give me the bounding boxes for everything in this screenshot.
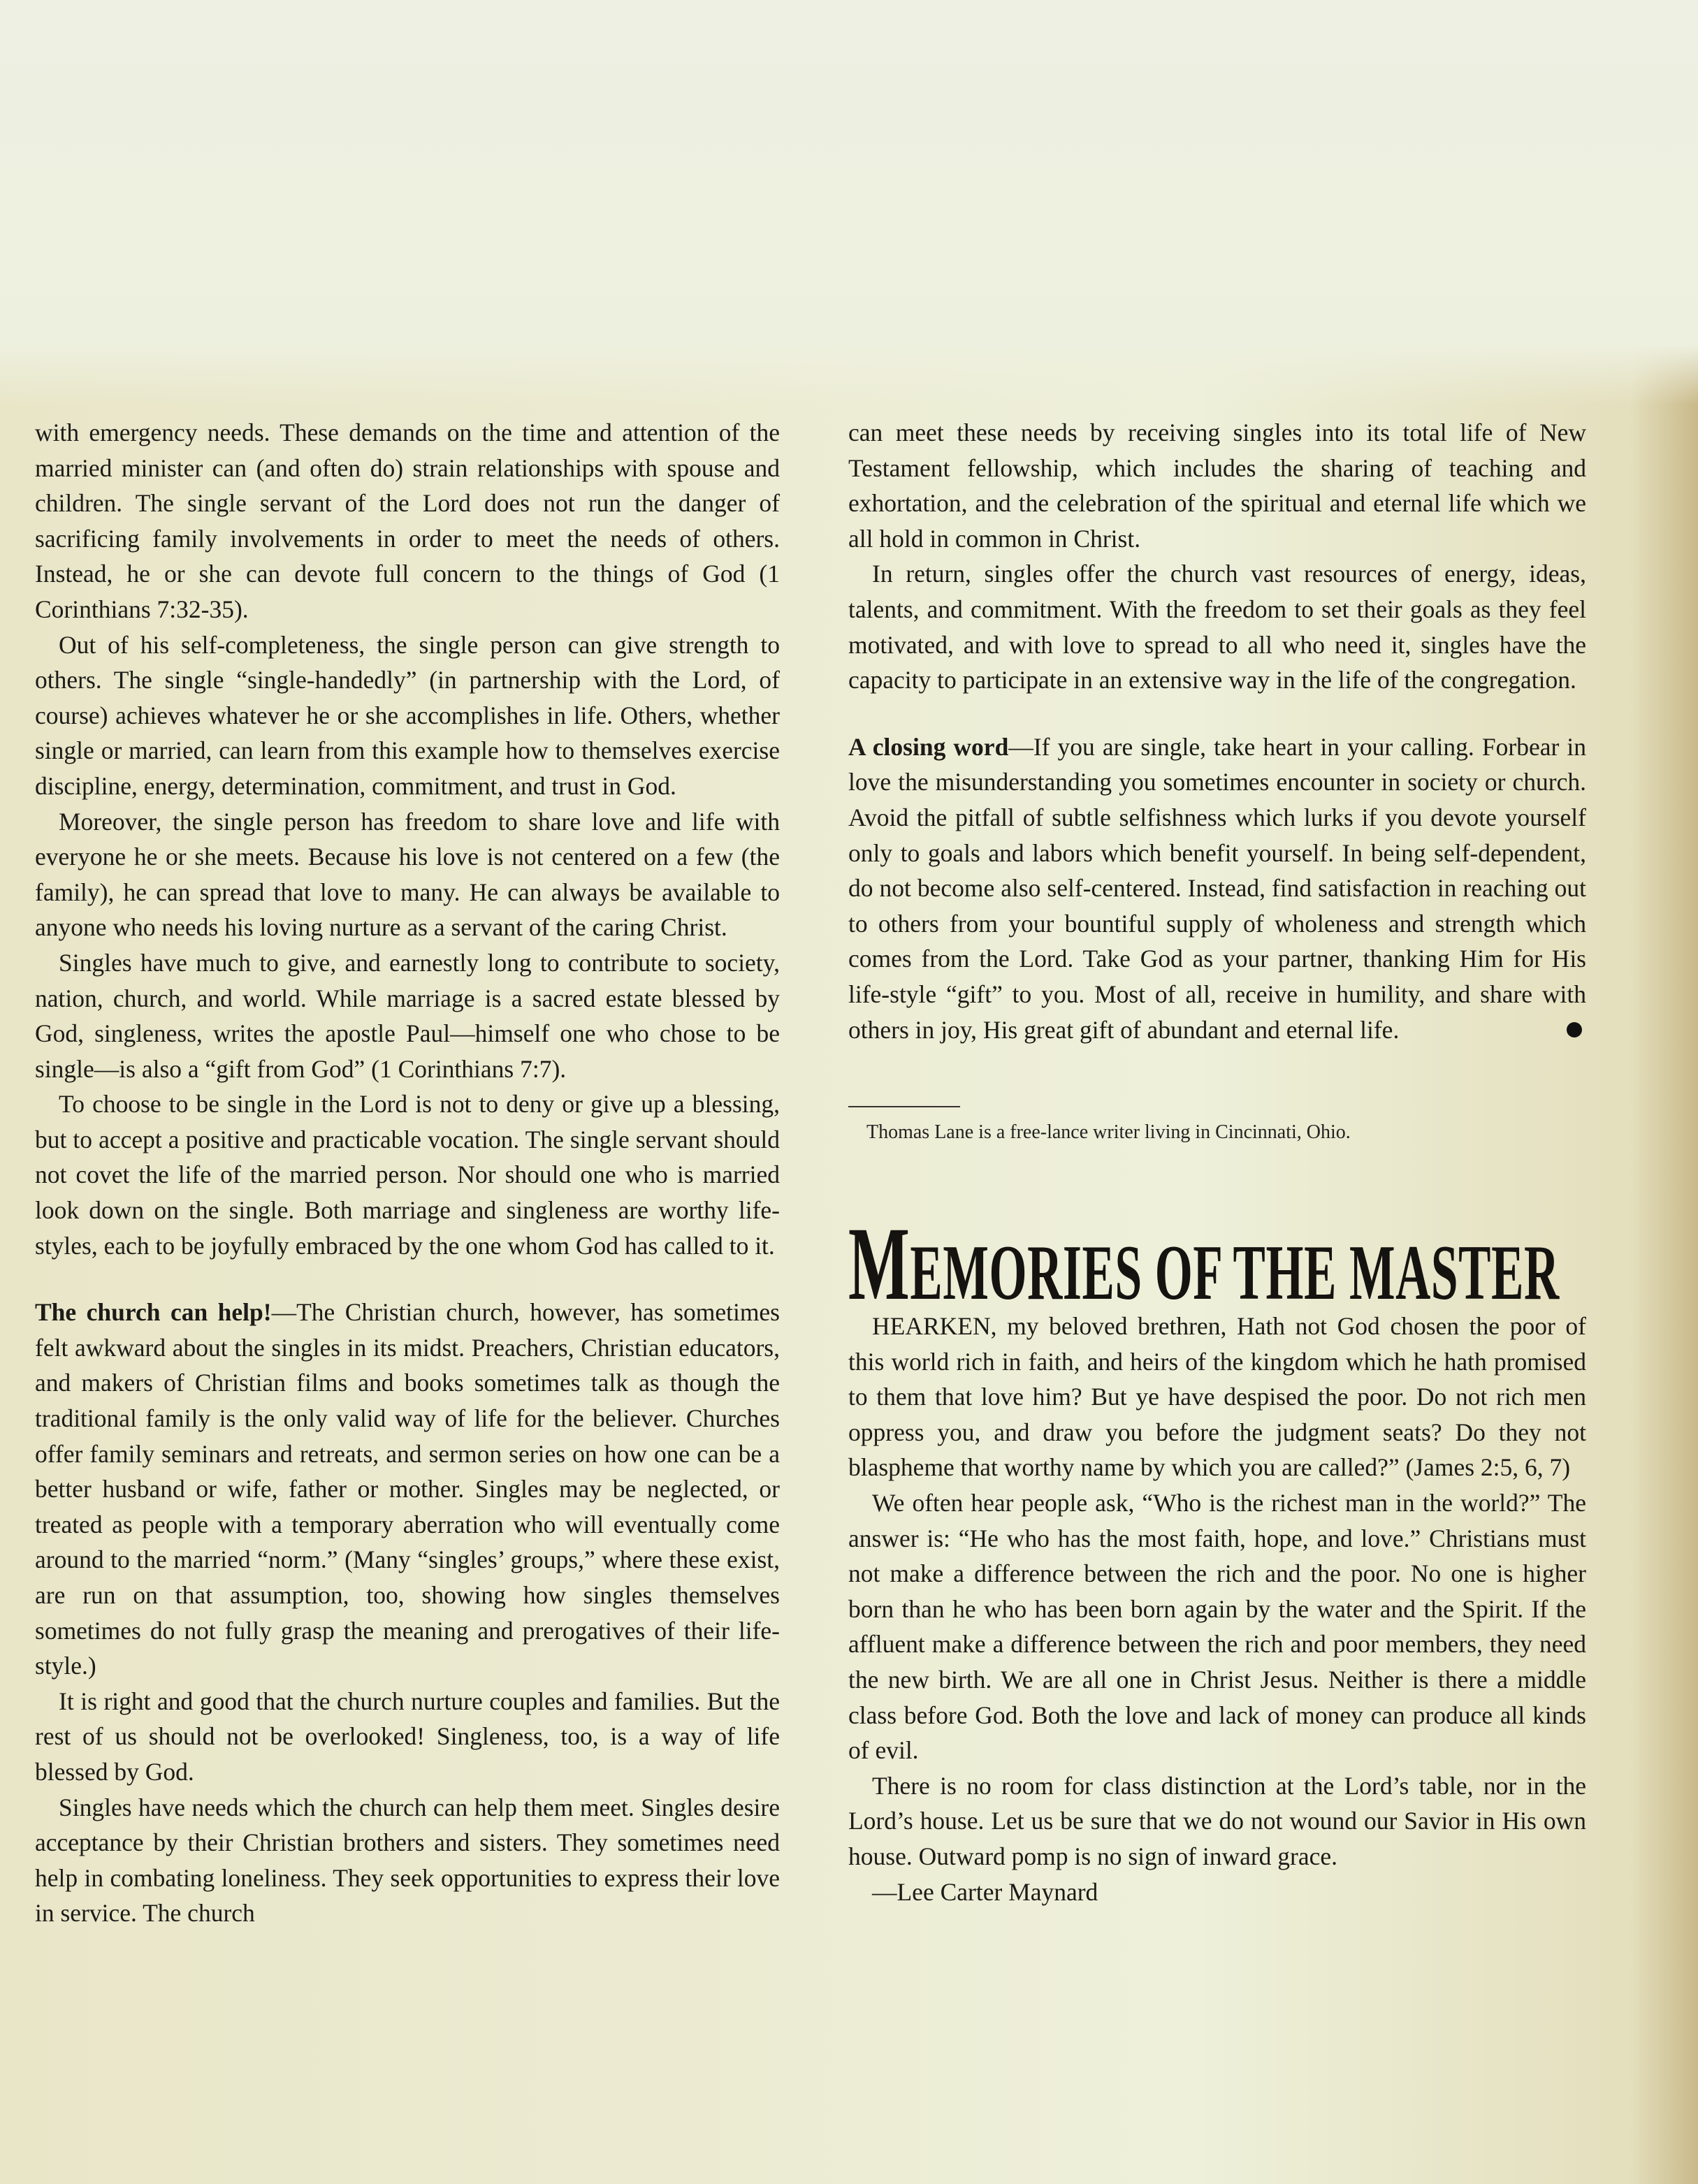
section-paragraph-church-can-help [35,1295,780,1684]
right-column [848,415,1586,1909]
paragraph: Out of his self-completeness, the single person can give strength to others. The single “single-handedly” (in partnership with the Lord, of course) achieves whatever he or she accomplishes in life. Others, whether single or married, can learn from this example how to themselves exercise discipline, energy, determination, commitment, and trust in God. [35,630,780,800]
paragraph: In return, singles offer the church vast resources of energy, ideas, talents, and commitment. With the freedom to set their goals as they feel motivated, and with love to spread to all who need it, singles have the capacity to participate in an extensive way in the life of the congregation. [848,560,1586,694]
paragraph: HEARKEN, my beloved brethren, Hath not God chosen the poor of this world rich in faith, and heirs of the kingdom which he hath promised to them that love him? But ye have despised the poor. Do not rich men oppress you, and draw you before the judgment seats? Do they not blaspheme that worthy name by which you are called?” (James 2:5, 6, 7) [848,1312,1586,1482]
paragraph: Singles have needs which the church can help them meet. Singles desire acceptance by their Christian brothers and sisters. They sometimes need help in combating loneliness. They seek opportunities to express their love in service. The church [35,1793,780,1928]
paragraph: There is no room for class distinction at the Lord’s table, nor in the Lord’s house. Let us be sure that we do not wound our Savior in His own house. Outward pomp is no sign of inward grace. [848,1771,1586,1870]
left-column [35,415,780,1931]
memories-heading-wrap [848,1206,1586,1323]
heading-initial: M [848,1206,910,1323]
footnote-rule [848,1106,960,1107]
paragraph: We often hear people ask, “Who is the richest man in the world?” The answer is: “He who has the most faith, hope, and love.” Christians must not make a difference between the rich and the poor. No one is higher born than he who has been born again by the water and the Spirit. If the affluent make a difference between the rich and poor members, they need the new birth. We are all one in Christ Jesus. Neither is there a middle class before God. Both the love and lack of money can produce all kinds of evil. [848,1489,1586,1765]
end-mark-dot [1567,1022,1582,1038]
section-paragraph-closing-word [848,729,1586,1047]
paragraph: To choose to be single in the Lord is not to deny or give up a blessing, but to accept a positive and practicable vocation. The single servant should not covet the life of the married person. Nor should one who is married look down on the single. Both marriage and singleness are worthy life-styles, each to be joyfully embraced by the one whom God has called to it. [35,1090,780,1260]
author-note: Thomas Lane is a free-lance writer living in Cincinnati, Ohio. [866,1121,1351,1144]
section-heading: A closing word [848,732,1009,761]
paragraph: Singles have much to give, and earnestly long to contribute to society, nation, church, and world. While marriage is a sacred estate blessed by God, singleness, writes the apostle Paul—himself one who chose to be single—is also a “gift from God” (1 Corinthians 7:7). [35,948,780,1083]
memories-heading [848,1206,1560,1323]
section-body: —The Christian church, however, has sometimes felt awkward about the singles in its midst. Preachers, Christian educators, and makers of Christian films and books sometimes talk as though the traditional family is the only valid way of life for the believer. Churches offer family seminars and retreats, and sermon series on how one can be a better husband or wife, father or mother. Singles may be neglected, or treated as people with a temporary aberration who will eventually come around to the married “norm.” (Many “singles’ groups,” where these exist, are run on that assumption, too, showing how singles themselves sometimes do not fully grasp the meaning and prerogatives of their life-style.) [35,1298,780,1680]
section-heading: The church can help! [35,1298,272,1327]
paragraph: with emergency needs. These demands on the time and attention of the married minister can (and often do) strain relationships with spouse and children. The single servant of the Lord does not run the danger of sacrificing family involvements in order to meet the needs of others. Instead, he or she can devote full concern to the things of God (1 Corinthians 7:32-35). [35,418,780,623]
blank-page-top [0,0,1698,405]
paragraph: It is right and good that the church nurture couples and families. But the rest of us should not be overlooked! Singleness, too, is a way of life blessed by God. [35,1687,780,1786]
signature: —Lee Carter Maynard [872,1877,1098,1906]
heading-rest: EMORIES OF THE MASTER [910,1230,1560,1317]
paragraph: can meet these needs by receiving singles into its total life of New Testament fellowship, which includes the sharing of teaching and exhortation, and the celebration of the spiritual and eternal life which we all hold in common in Christ. [848,418,1586,553]
paragraph: Moreover, the single person has freedom to share love and life with everyone he or she meets. Because his love is not centered on a few (the family), he can spread that love to many. He can always be available to anyone who needs his loving nurture as a servant of the caring Christ. [35,807,780,942]
section-body: —If you are single, take heart in your calling. Forbear in love the misunderstanding you sometimes encounter in society or church. Avoid the pitfall of subtle selfishness which lurks if you devote yourself only to goals and labors which benefit yourself. In being self-dependent, do not become also self-centered. Instead, find satisfaction in reaching out to others from your bountiful supply of wholeness and strength which comes from the Lord. Take God as your partner, thanking Him for His life-style “gift” to you. Most of all, receive in humility, and share with others in joy, His great gift of abundant and eternal life. [848,732,1586,1044]
